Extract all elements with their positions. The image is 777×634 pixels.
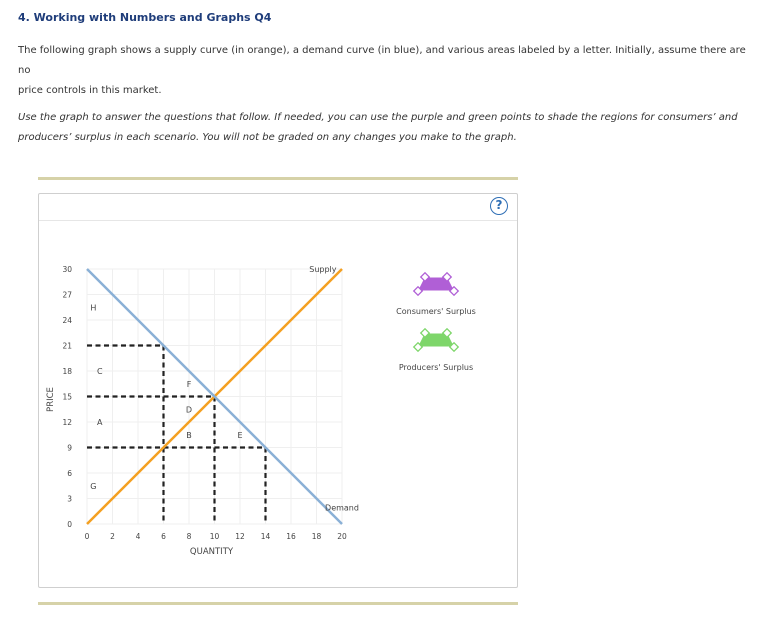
region-label-c: C [96, 367, 103, 376]
x-tick-label: 4 [135, 532, 141, 541]
x-tick-label: 10 [209, 532, 220, 541]
y-tick-label: 9 [67, 443, 72, 453]
x-tick-label: 6 [161, 532, 166, 541]
region-label-a: A [97, 418, 103, 427]
x-tick-label: 2 [110, 532, 115, 541]
supply-label: Supply [309, 265, 337, 274]
y-tick-label: 18 [62, 367, 72, 376]
y-tick-label: 21 [62, 341, 72, 351]
x-axis-label: QUANTITY [189, 547, 234, 557]
y-axis-label: PRICE [46, 387, 56, 412]
y-tick-label: 3 [67, 494, 72, 504]
region-label-d: D [185, 405, 193, 415]
top-divider [38, 177, 518, 180]
region-label-h: H [90, 303, 97, 313]
y-tick-label: 15 [62, 392, 72, 402]
region-label-b: B [186, 430, 192, 440]
intro-line-1: The following graph shows a supply curve (in orange), a demand curve (in blue), and various areas labeled by a letter. Initially, assume there are no [18, 45, 746, 76]
demand-label: Demand [325, 503, 359, 513]
region-label-e: E [237, 430, 243, 440]
x-tick-label: 20 [337, 532, 347, 541]
intro-line-2: price controls in this market. [18, 85, 162, 96]
y-tick-label: 6 [67, 469, 72, 478]
bottom-divider [38, 602, 518, 605]
dashed-guide-line [87, 448, 266, 525]
instruction-line-1: Use the graph to answer the questions that follow. If needed, you can use the purple and green points to shade the regions for consumers’ and [18, 112, 738, 123]
y-tick-label: 12 [62, 418, 72, 427]
x-tick-label: 14 [260, 532, 271, 541]
y-tick-label: 0 [67, 520, 72, 529]
instruction-paragraph [18, 108, 758, 148]
y-tick-label: 27 [62, 290, 72, 300]
help-button[interactable]: ? [490, 197, 508, 215]
region-label-g: G [90, 481, 97, 491]
consumers-surplus-tool-label: Consumers' Surplus [396, 307, 476, 316]
x-tick-label: 12 [235, 532, 245, 541]
intro-paragraph [18, 41, 758, 101]
y-tick-label: 30 [62, 265, 72, 274]
graph-canvas[interactable] [39, 194, 517, 587]
x-tick-label: 18 [311, 532, 322, 541]
x-tick-label: 0 [84, 532, 90, 541]
instruction-line-2: producers’ surplus in each scenario. You will not be graded on any changes you make to the graph. [18, 132, 517, 143]
x-tick-label: 8 [186, 532, 192, 541]
y-tick-label: 24 [62, 316, 72, 325]
graph-panel [38, 193, 518, 588]
x-tick-label: 16 [286, 532, 296, 541]
region-label-f: F [186, 379, 192, 389]
question-title: 4. Working with Numbers and Graphs Q4 [18, 11, 272, 24]
producers-surplus-tool-label: Producers' Surplus [398, 363, 474, 372]
